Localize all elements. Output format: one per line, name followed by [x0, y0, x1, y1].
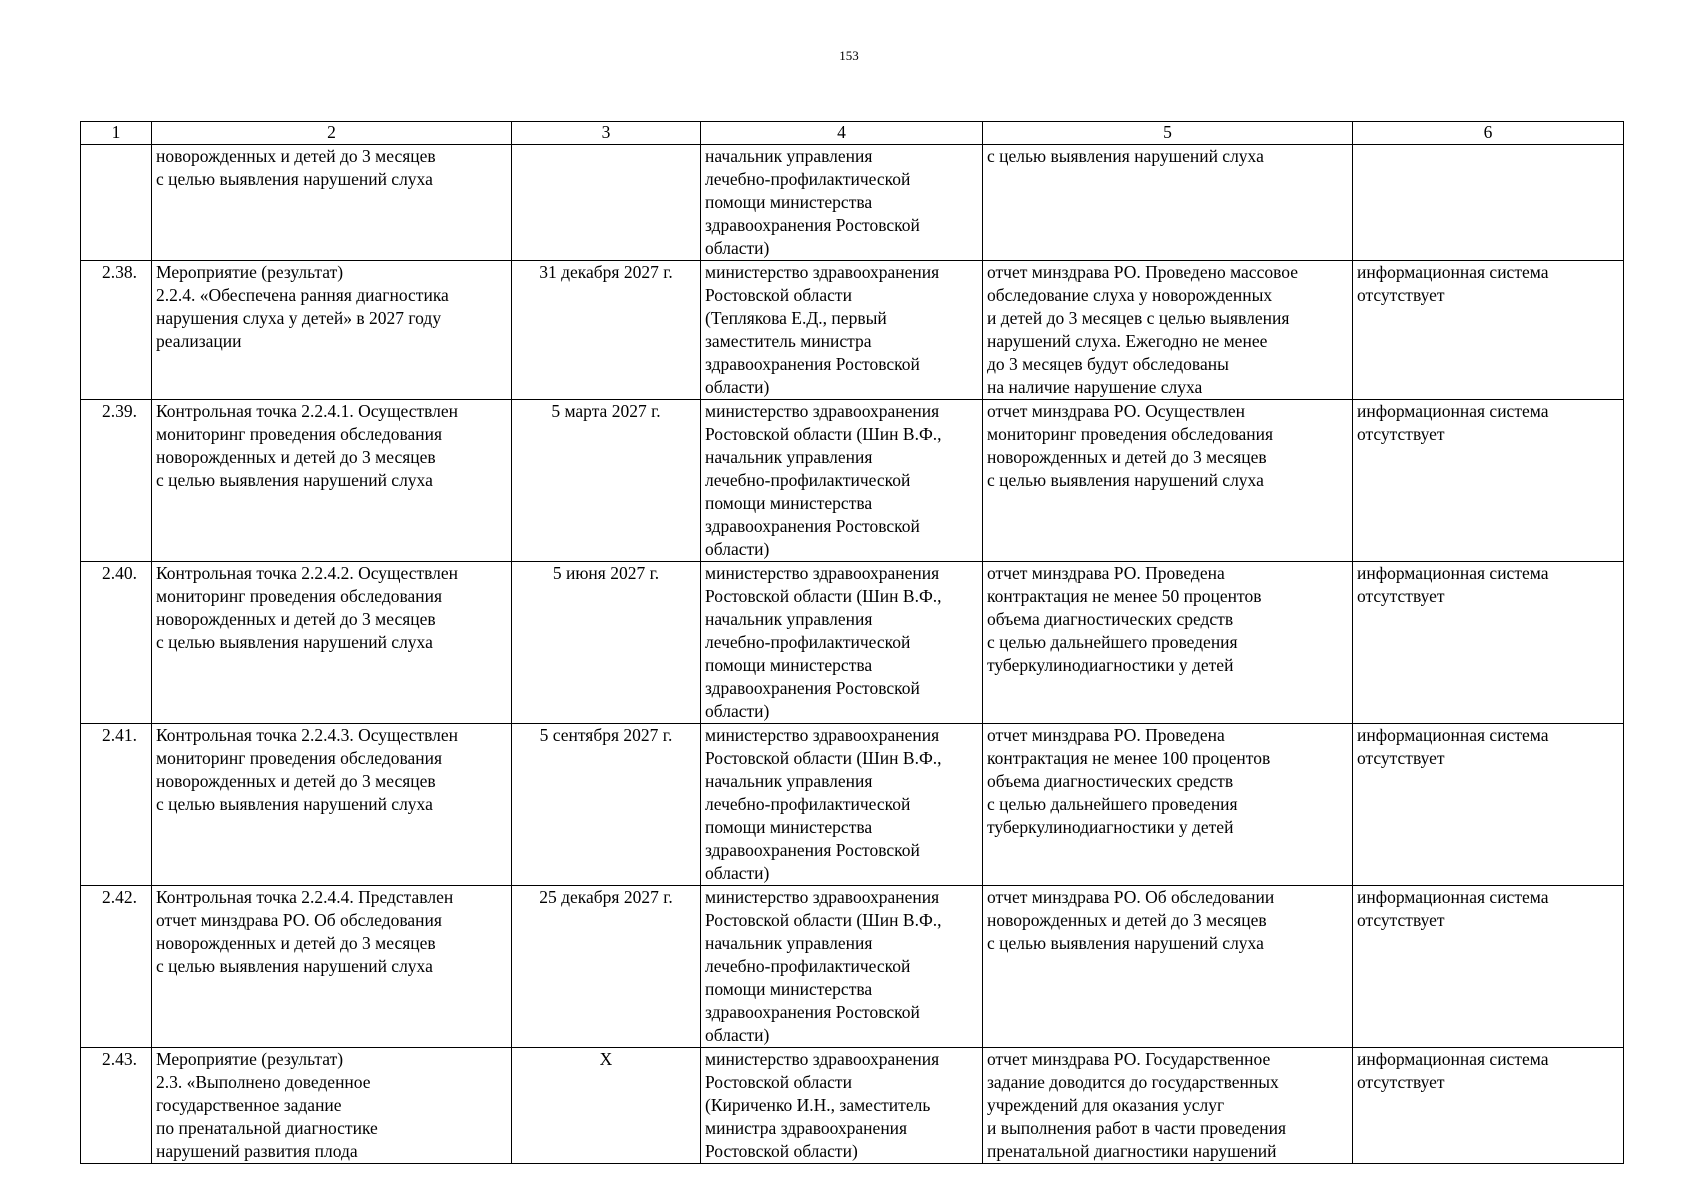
- row-document: с целью выявления нарушений слуха: [983, 145, 1353, 261]
- row-name: Мероприятие (результат) 2.3. «Выполнено доведенное государственное задание по пренатальной диагностике нарушений развития плода: [152, 1048, 512, 1164]
- row-number: 2.42.: [81, 886, 152, 1048]
- row-document: отчет минздрава РО. Проведена контрактация не менее 100 процентов объема диагностических средств с целью дальнейшего проведения туберкулинодиагностики у детей: [983, 724, 1353, 886]
- row-date: 5 сентября 2027 г.: [512, 724, 701, 886]
- row-responsible: министерство здравоохранения Ростовской области (Кириченко И.Н., заместитель министра здравоохранения Ростовской области): [701, 1048, 983, 1164]
- row-number: 2.39.: [81, 400, 152, 562]
- row-responsible: министерство здравоохранения Ростовской области (Шин В.Ф., начальник управления лечебно-профилактической помощи министерства здравоохранения Ростовской области): [701, 400, 983, 562]
- row-document: отчет минздрава РО. Об обследовании новорожденных и детей до 3 месяцев с целью выявления нарушений слуха: [983, 886, 1353, 1048]
- row-date: Х: [512, 1048, 701, 1164]
- row-responsible: министерство здравоохранения Ростовской области (Теплякова Е.Д., первый заместитель министра здравоохранения Ростовской области): [701, 261, 983, 400]
- header-row: [81, 122, 1624, 145]
- row-responsible: начальник управления лечебно-профилактической помощи министерства здравоохранения Ростовской области): [701, 145, 983, 261]
- row-document: отчет минздрава РО. Проведено массовое обследование слуха у новорожденных и детей до 3 месяцев с целью выявления нарушений слуха. Ежегодно не менее до 3 месяцев будут обследованы на наличие нарушение слуха: [983, 261, 1353, 400]
- row-document: отчет минздрава РО. Проведена контрактация не менее 50 процентов объема диагностических средств с целью дальнейшего проведения туберкулинодиагностики у детей: [983, 562, 1353, 724]
- row-number: [81, 145, 152, 261]
- header-col-6: 6: [1353, 122, 1624, 145]
- table-row: [81, 886, 1624, 1048]
- row-number: 2.41.: [81, 724, 152, 886]
- row-responsible: министерство здравоохранения Ростовской области (Шин В.Ф., начальник управления лечебно-профилактической помощи министерства здравоохранения Ростовской области): [701, 886, 983, 1048]
- row-date: 25 декабря 2027 г.: [512, 886, 701, 1048]
- header-col-4: 4: [701, 122, 983, 145]
- row-system: информационная система отсутствует: [1353, 400, 1624, 562]
- row-number: 2.38.: [81, 261, 152, 400]
- row-system: информационная система отсутствует: [1353, 724, 1624, 886]
- table-body: [81, 145, 1624, 1164]
- header-col-1: 1: [81, 122, 152, 145]
- table-row: [81, 145, 1624, 261]
- row-system: [1353, 145, 1624, 261]
- header-col-2: 2: [152, 122, 512, 145]
- row-system: информационная система отсутствует: [1353, 886, 1624, 1048]
- row-system: информационная система отсутствует: [1353, 1048, 1624, 1164]
- row-date: 5 марта 2027 г.: [512, 400, 701, 562]
- row-date: 31 декабря 2027 г.: [512, 261, 701, 400]
- row-number: 2.40.: [81, 562, 152, 724]
- row-date: [512, 145, 701, 261]
- row-name: Контрольная точка 2.2.4.1. Осуществлен мониторинг проведения обследования новорожденных и детей до 3 месяцев с целью выявления нарушений слуха: [152, 400, 512, 562]
- row-name: Мероприятие (результат) 2.2.4. «Обеспечена ранняя диагностика нарушения слуха у детей» в 2027 году реализации: [152, 261, 512, 400]
- row-responsible: министерство здравоохранения Ростовской области (Шин В.Ф., начальник управления лечебно-профилактической помощи министерства здравоохранения Ростовской области): [701, 562, 983, 724]
- row-date: 5 июня 2027 г.: [512, 562, 701, 724]
- table-row: [81, 400, 1624, 562]
- plan-table: [80, 121, 1624, 1164]
- header-col-3: 3: [512, 122, 701, 145]
- row-name: Контрольная точка 2.2.4.2. Осуществлен мониторинг проведения обследования новорожденных и детей до 3 месяцев с целью выявления нарушений слуха: [152, 562, 512, 724]
- page-number: 153: [839, 48, 859, 63]
- row-name: новорожденных и детей до 3 месяцев с целью выявления нарушений слуха: [152, 145, 512, 261]
- table-row: [81, 562, 1624, 724]
- row-name: Контрольная точка 2.2.4.4. Представлен отчет минздрава РО. Об обследования новорожденных и детей до 3 месяцев с целью выявления нарушений слуха: [152, 886, 512, 1048]
- row-system: информационная система отсутствует: [1353, 562, 1624, 724]
- row-number: 2.43.: [81, 1048, 152, 1164]
- row-responsible: министерство здравоохранения Ростовской области (Шин В.Ф., начальник управления лечебно-профилактической помощи министерства здравоохранения Ростовской области): [701, 724, 983, 886]
- table-header: [81, 122, 1624, 145]
- row-system: информационная система отсутствует: [1353, 261, 1624, 400]
- row-document: отчет минздрава РО. Государственное задание доводится до государственных учреждений для оказания услуг и выполнения работ в части проведения пренатальной диагностики нарушений: [983, 1048, 1353, 1164]
- row-name: Контрольная точка 2.2.4.3. Осуществлен мониторинг проведения обследования новорожденных и детей до 3 месяцев с целью выявления нарушений слуха: [152, 724, 512, 886]
- table-row: [81, 1048, 1624, 1164]
- table-row: [81, 261, 1624, 400]
- header-col-5: 5: [983, 122, 1353, 145]
- table-row: [81, 724, 1624, 886]
- row-document: отчет минздрава РО. Осуществлен мониторинг проведения обследования новорожденных и детей до 3 месяцев с целью выявления нарушений слуха: [983, 400, 1353, 562]
